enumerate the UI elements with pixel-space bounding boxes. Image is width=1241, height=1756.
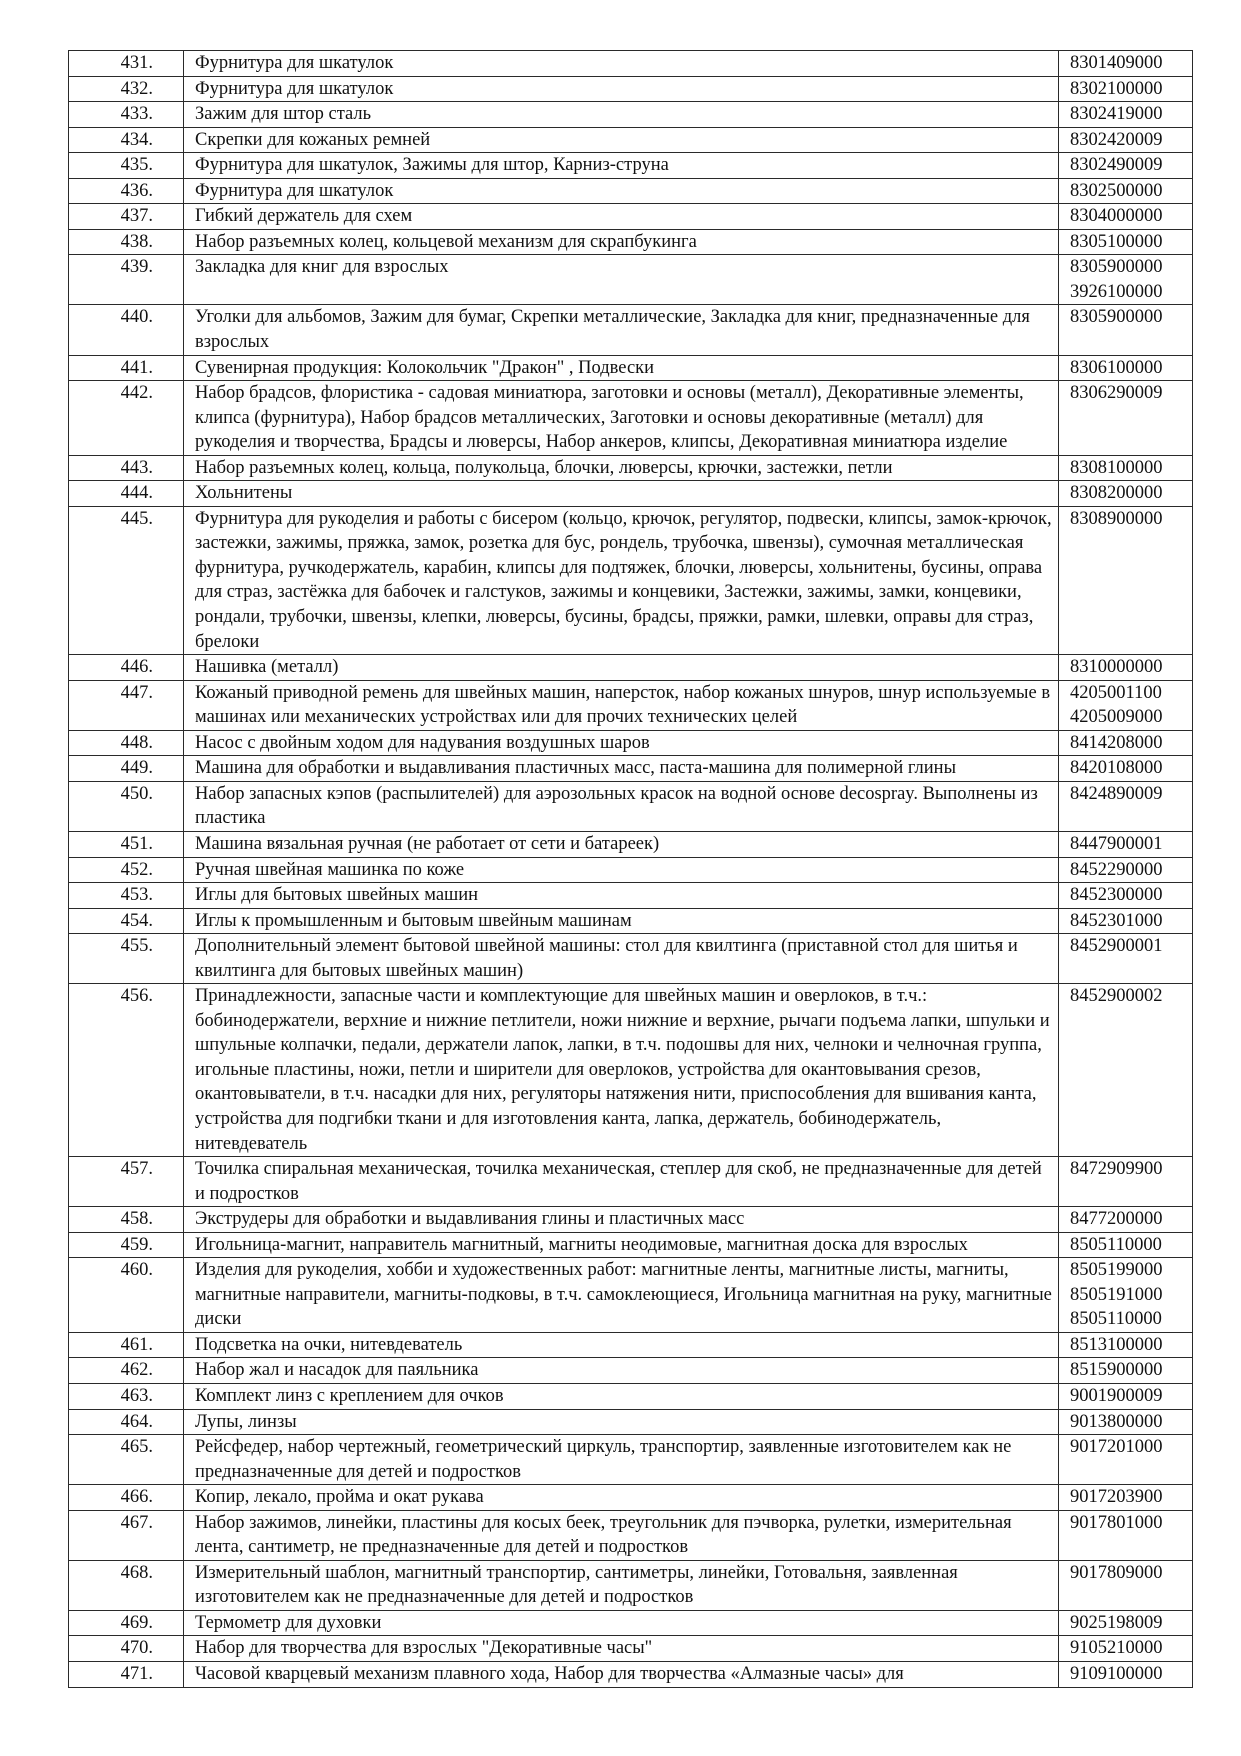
tnved-code-cell	[1059, 153, 1193, 179]
product-description: Набор разъемных колец, кольца, полукольца, блочки, люверсы, крючки, застежки, петли	[184, 455, 1059, 481]
product-description: Термометр для духовки	[184, 1610, 1059, 1636]
product-description: Фурнитура для шкатулок	[184, 51, 1059, 77]
tnved-code-cell	[1059, 76, 1193, 102]
product-description: Кожаный приводной ремень для швейных машин, наперсток, набор кожаных шнуров, шнур используемые в машинах или механических устройствах или для прочих технических целей	[184, 680, 1059, 730]
tnved-code: 9013800000	[1070, 1411, 1163, 1432]
product-description: Скрепки для кожаных ремней	[184, 127, 1059, 153]
tnved-code: 8302490009	[1070, 155, 1163, 176]
row-number: 452.	[69, 857, 184, 883]
tnved-code: 8308200000	[1070, 483, 1163, 504]
product-description: Хольнитены	[184, 481, 1059, 507]
tnved-code-cell	[1059, 481, 1193, 507]
tnved-code: 9017203900	[1070, 1487, 1163, 1508]
tnved-code-cell	[1059, 934, 1193, 984]
tnved-code-cell	[1059, 506, 1193, 654]
tnved-code: 9017809000	[1070, 1562, 1163, 1583]
product-description: Игольница-магнит, направитель магнитный, магниты неодимовые, магнитная доска для взрослых	[184, 1232, 1059, 1258]
row-number: 463.	[69, 1383, 184, 1409]
row-number: 461.	[69, 1332, 184, 1358]
table-row	[69, 1383, 1193, 1409]
tnved-code: 8452290000	[1070, 859, 1163, 880]
tnved-code: 8452900002	[1070, 986, 1163, 1007]
product-description: Фурнитура для шкатулок, Зажимы для штор, Карниз-струна	[184, 153, 1059, 179]
tnved-code-cell	[1059, 1560, 1193, 1610]
product-description: Точилка спиральная механическая, точилка механическая, степлер для скоб, не предназначенные для детей и подростков	[184, 1157, 1059, 1207]
tnved-code: 9105210000	[1070, 1638, 1163, 1659]
tnved-code-cell	[1059, 1485, 1193, 1511]
row-number: 442.	[69, 381, 184, 456]
tnved-code-cell	[1059, 204, 1193, 230]
tnved-code-cell	[1059, 381, 1193, 456]
table-row	[69, 756, 1193, 782]
table-row	[69, 178, 1193, 204]
tnved-code: 8302419000	[1070, 104, 1163, 125]
tnved-code: 8305900000	[1070, 257, 1163, 278]
row-number: 440.	[69, 305, 184, 355]
table-row	[69, 305, 1193, 355]
tnved-code: 8452900001	[1070, 936, 1163, 957]
tnved-code-cell	[1059, 229, 1193, 255]
row-number: 465.	[69, 1435, 184, 1485]
tnved-code-cell	[1059, 1383, 1193, 1409]
table-row	[69, 204, 1193, 230]
tnved-code-cell	[1059, 1358, 1193, 1384]
table-row	[69, 153, 1193, 179]
tnved-code: 8424890009	[1070, 783, 1163, 804]
product-description: Насос с двойным ходом для надувания воздушных шаров	[184, 730, 1059, 756]
tnved-code-cell	[1059, 1258, 1193, 1333]
table-row	[69, 781, 1193, 831]
tnved-code-cell	[1059, 355, 1193, 381]
tnved-code: 4205001100	[1070, 682, 1162, 703]
table-row	[69, 1207, 1193, 1233]
table-row	[69, 381, 1193, 456]
product-description: Гибкий держатель для схем	[184, 204, 1059, 230]
table-body	[69, 51, 1193, 1688]
tnved-code: 8301409000	[1070, 53, 1163, 73]
table-row	[69, 831, 1193, 857]
product-description: Изделия для рукоделия, хобби и художественных работ: магнитные ленты, магнитные листы, магниты, магнитные направители, магниты-подковы, в т.ч. самоклеющиеся, Игольница магнитная на руку, магнитные диски	[184, 1258, 1059, 1333]
tnved-code-cell	[1059, 984, 1193, 1157]
tnved-code: 8302420009	[1070, 129, 1163, 150]
product-description: Набор зажимов, линейки, пластины для косых беек, треугольник для пэчворка, рулетки, измерительная лента, сантиметр, не предназначенные для детей и подростков	[184, 1510, 1059, 1560]
tnved-code-cell	[1059, 756, 1193, 782]
table-row	[69, 1232, 1193, 1258]
table-row	[69, 1510, 1193, 1560]
tnved-code: 9017801000	[1070, 1512, 1163, 1533]
row-number: 438.	[69, 229, 184, 255]
table-row	[69, 127, 1193, 153]
product-description: Подсветка на очки, нитевдеватель	[184, 1332, 1059, 1358]
table-row	[69, 883, 1193, 909]
tnved-code: 8308900000	[1070, 508, 1163, 529]
tnved-code: 8306100000	[1070, 357, 1163, 378]
product-description: Закладка для книг для взрослых	[184, 255, 1059, 305]
tnved-code: 4205009000	[1070, 707, 1163, 728]
tnved-code: 8305100000	[1070, 231, 1163, 252]
product-description: Измерительный шаблон, магнитный транспортир, сантиметры, линейки, Готовальня, заявленная изготовителем как не предназначенные для детей и подростков	[184, 1560, 1059, 1610]
product-description: Зажим для штор сталь	[184, 102, 1059, 128]
product-description: Фурнитура для рукоделия и работы с бисером (кольцо, крючок, регулятор, подвески, клипсы, замок-крючок, застежки, зажимы, пряжка, замок, розетка для бус, рондель, трубочка, швензы), сумочная металлическая фурнитура, ручкодержатель, карабин, клипсы для подтяжек, блочки, люверсы, хольнитены, бусины, оправа для страз, застёжка для бабочек и галстуков, зажимы и концевики, Застежки, зажимы, замки, концевики, рондали, трубочки, швензы, клепки, люверсы, бусины, брадсы, пряжки, рамки, шлевки, оправы для страз, брелоки	[184, 506, 1059, 654]
row-number: 458.	[69, 1207, 184, 1233]
row-number: 432.	[69, 76, 184, 102]
tnved-code-cell	[1059, 1435, 1193, 1485]
tnved-code: 8305900000	[1070, 307, 1163, 328]
product-description: Сувенирная продукция: Колокольчик "Дракон" , Подвески	[184, 355, 1059, 381]
row-number: 443.	[69, 455, 184, 481]
table-row	[69, 1662, 1193, 1688]
table-row	[69, 1435, 1193, 1485]
table-row	[69, 730, 1193, 756]
row-number: 456.	[69, 984, 184, 1157]
product-description: Экструдеры для обработки и выдавливания глины и пластичных масс	[184, 1207, 1059, 1233]
tnved-code: 8308100000	[1070, 457, 1163, 478]
tnved-code-cell	[1059, 305, 1193, 355]
row-number: 444.	[69, 481, 184, 507]
tnved-code-cell	[1059, 51, 1193, 77]
row-number: 466.	[69, 1485, 184, 1511]
tnved-code: 8306290009	[1070, 383, 1163, 404]
table-row	[69, 1485, 1193, 1511]
product-description: Фурнитура для шкатулок	[184, 76, 1059, 102]
tnved-code-cell	[1059, 455, 1193, 481]
product-description: Уголки для альбомов, Зажим для бумаг, Скрепки металлические, Закладка для книг, предназначенные для взрослых	[184, 305, 1059, 355]
tnved-code-cell	[1059, 1232, 1193, 1258]
table-row	[69, 1409, 1193, 1435]
row-number: 447.	[69, 680, 184, 730]
row-number: 434.	[69, 127, 184, 153]
row-number: 448.	[69, 730, 184, 756]
table-row	[69, 1636, 1193, 1662]
product-description: Набор разъемных колец, кольцевой механизм для скрапбукинга	[184, 229, 1059, 255]
product-description: Ручная швейная машинка по коже	[184, 857, 1059, 883]
tnved-code-cell	[1059, 178, 1193, 204]
tnved-code-cell	[1059, 908, 1193, 934]
row-number: 462.	[69, 1358, 184, 1384]
row-number: 455.	[69, 934, 184, 984]
tnved-code: 8304000000	[1070, 206, 1163, 227]
product-description: Нашивка (металл)	[184, 655, 1059, 681]
table-row	[69, 355, 1193, 381]
product-description: Набор жал и насадок для паяльника	[184, 1358, 1059, 1384]
product-description: Копир, лекало, пройма и окат рукава	[184, 1485, 1059, 1511]
row-number: 449.	[69, 756, 184, 782]
row-number: 435.	[69, 153, 184, 179]
tnved-code-cell	[1059, 1157, 1193, 1207]
row-number: 467.	[69, 1510, 184, 1560]
table-row	[69, 1157, 1193, 1207]
tnved-code-cell	[1059, 857, 1193, 883]
product-description: Комплект линз с креплением для очков	[184, 1383, 1059, 1409]
tnved-code: 8302100000	[1070, 78, 1163, 99]
table-row	[69, 1610, 1193, 1636]
tnved-code: 8414208000	[1070, 732, 1163, 753]
row-number: 445.	[69, 506, 184, 654]
tnved-code: 8477200000	[1070, 1209, 1163, 1230]
tnved-code: 9025198009	[1070, 1612, 1163, 1633]
table-row	[69, 76, 1193, 102]
tnved-code: 8420108000	[1070, 758, 1163, 779]
product-code-table	[68, 50, 1193, 1688]
tnved-code: 8513100000	[1070, 1334, 1163, 1355]
product-description: Лупы, линзы	[184, 1409, 1059, 1435]
tnved-code: 8505199000	[1070, 1260, 1163, 1281]
tnved-code-cell	[1059, 1207, 1193, 1233]
product-description: Часовой кварцевый механизм плавного хода, Набор для творчества «Алмазные часы» для	[184, 1662, 1059, 1688]
tnved-code: 8505110000	[1070, 1234, 1162, 1255]
row-number: 469.	[69, 1610, 184, 1636]
row-number: 446.	[69, 655, 184, 681]
row-number: 470.	[69, 1636, 184, 1662]
tnved-code: 9001900009	[1070, 1385, 1163, 1406]
tnved-code-cell	[1059, 255, 1193, 305]
tnved-code-cell	[1059, 1636, 1193, 1662]
row-number: 433.	[69, 102, 184, 128]
row-number: 471.	[69, 1662, 184, 1688]
row-number: 441.	[69, 355, 184, 381]
table-row	[69, 984, 1193, 1157]
table-row	[69, 481, 1193, 507]
tnved-code: 8310000000	[1070, 657, 1163, 678]
table-row	[69, 255, 1193, 305]
tnved-code-cell	[1059, 1662, 1193, 1688]
tnved-code-cell	[1059, 102, 1193, 128]
table-row	[69, 1358, 1193, 1384]
tnved-code-cell	[1059, 1332, 1193, 1358]
row-number: 439.	[69, 255, 184, 305]
table-row	[69, 857, 1193, 883]
table-row	[69, 680, 1193, 730]
row-number: 437.	[69, 204, 184, 230]
tnved-code: 8452300000	[1070, 885, 1163, 906]
row-number: 450.	[69, 781, 184, 831]
row-number: 460.	[69, 1258, 184, 1333]
table-row	[69, 506, 1193, 654]
product-description: Машина вязальная ручная (не работает от сети и батареек)	[184, 831, 1059, 857]
tnved-code-cell	[1059, 1409, 1193, 1435]
table-row	[69, 908, 1193, 934]
table-row	[69, 1560, 1193, 1610]
table-row	[69, 655, 1193, 681]
row-number: 457.	[69, 1157, 184, 1207]
tnved-code: 8505191000	[1070, 1284, 1163, 1305]
product-description: Набор для творчества для взрослых "Декоративные часы"	[184, 1636, 1059, 1662]
tnved-code-cell	[1059, 730, 1193, 756]
table-row	[69, 102, 1193, 128]
product-description: Дополнительный элемент бытовой швейной машины: стол для квилтинга (приставной стол для шитья и квилтинга для бытовых швейных машин)	[184, 934, 1059, 984]
product-description: Рейсфедер, набор чертежный, геометрический циркуль, транспортир, заявленные изготовителем как не предназначенные для детей и подростков	[184, 1435, 1059, 1485]
tnved-code-cell	[1059, 1610, 1193, 1636]
tnved-code-cell	[1059, 831, 1193, 857]
tnved-code: 8515900000	[1070, 1360, 1163, 1381]
product-description: Машина для обработки и выдавливания пластичных масс, паста-машина для полимерной глины	[184, 756, 1059, 782]
tnved-code: 8452301000	[1070, 910, 1163, 931]
tnved-code: 8302500000	[1070, 180, 1163, 201]
tnved-code-cell	[1059, 883, 1193, 909]
tnved-code-cell	[1059, 781, 1193, 831]
product-description: Набор запасных кэпов (распылителей) для аэрозольных красок на водной основе decospray. Выполнены из пластика	[184, 781, 1059, 831]
row-number: 454.	[69, 908, 184, 934]
row-number: 459.	[69, 1232, 184, 1258]
tnved-code-cell	[1059, 655, 1193, 681]
product-description: Иглы для бытовых швейных машин	[184, 883, 1059, 909]
tnved-code: 3926100000	[1070, 281, 1163, 302]
product-description: Иглы к промышленным и бытовым швейным машинам	[184, 908, 1059, 934]
table-row	[69, 1258, 1193, 1333]
tnved-code: 8505110000	[1070, 1309, 1162, 1330]
tnved-code-cell	[1059, 680, 1193, 730]
tnved-code: 9109100000	[1070, 1664, 1163, 1684]
row-number: 453.	[69, 883, 184, 909]
row-number: 468.	[69, 1560, 184, 1610]
table-row	[69, 1332, 1193, 1358]
tnved-code-cell	[1059, 1510, 1193, 1560]
table-row	[69, 455, 1193, 481]
product-description: Набор брадсов, флористика - садовая миниатюра, заготовки и основы (металл), Декоративные элементы, клипса (фурнитура), Набор брадсов металлических, Заготовки и основы декоративные (металл) для рукоделия и творчества, Брадсы и люверсы, Набор анкеров, клипсы, Декоративная миниатюра изделие	[184, 381, 1059, 456]
product-description: Фурнитура для шкатулок	[184, 178, 1059, 204]
tnved-code-cell	[1059, 127, 1193, 153]
table-row	[69, 229, 1193, 255]
table-row	[69, 934, 1193, 984]
product-description: Принадлежности, запасные части и комплектующие для швейных машин и оверлоков, в т.ч.: бобинодержатели, верхние и нижние петлители, ножи нижние и верхние, рычаги подъема лапки, шпульки и шпульные колпачки, педали, держатели лапок, лапки, в т.ч. подошвы для них, челноки и челночная группа, игольные пластины, ножи, петли и ширители для оверлоков, устройства для окантовывания срезов, окантовыватели, в т.ч. насадки для них, регуляторы натяжения нити, приспособления для вшивания канта, устройства для подгибки ткани и для изготовления канта, лапка, держатель, бобинодержатель, нитевдеватель	[184, 984, 1059, 1157]
row-number: 451.	[69, 831, 184, 857]
tnved-code: 9017201000	[1070, 1437, 1163, 1458]
tnved-code: 8472909900	[1070, 1159, 1163, 1180]
row-number: 431.	[69, 51, 184, 77]
row-number: 464.	[69, 1409, 184, 1435]
row-number: 436.	[69, 178, 184, 204]
table-row	[69, 51, 1193, 77]
tnved-code: 8447900001	[1070, 833, 1163, 854]
